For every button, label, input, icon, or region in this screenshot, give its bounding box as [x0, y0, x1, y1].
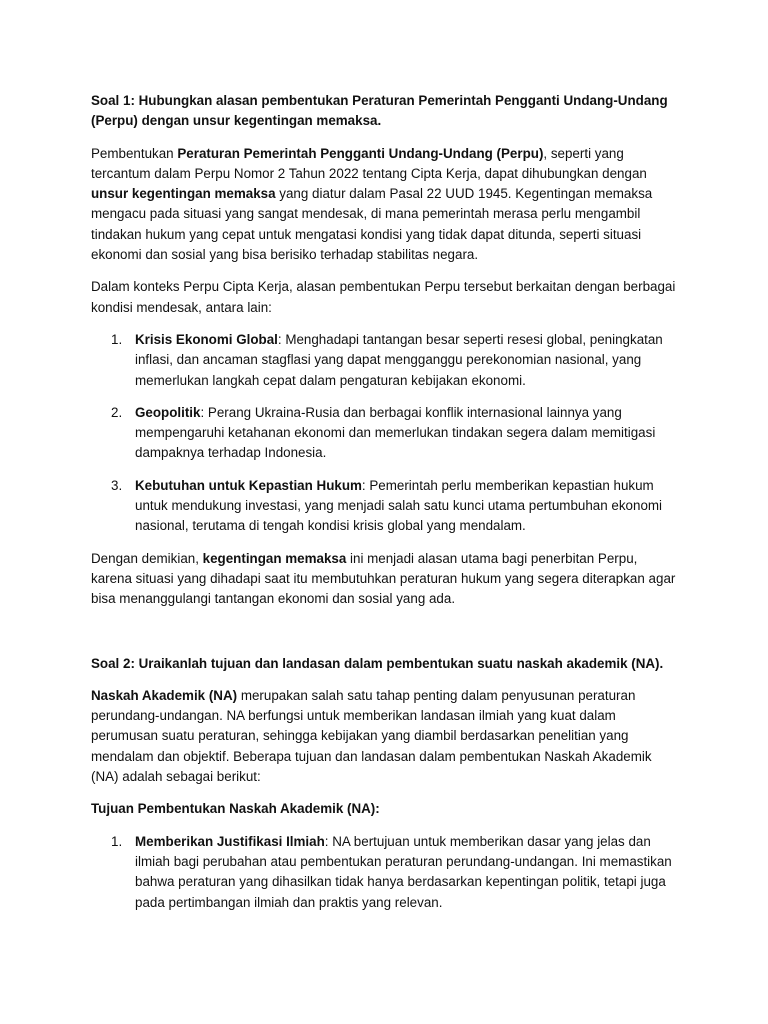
bold-term-perpu: Peraturan Pemerintah Pengganti Undang-Undang (Perpu): [177, 145, 544, 161]
text-segment: ini menjadi alasan utama bagi penerbitan Perpu, karena situasi yang dihadapi saat itu membutuhkan peraturan hukum yang segera diterapkan agar bisa menanggulangi tantangan ekonomi dan sosial yang ada.: [91, 550, 676, 607]
list-item: [91, 403, 681, 464]
list-item: [91, 330, 681, 391]
text-segment: merupakan salah satu tahap penting dalam penyusunan peraturan perundang-undangan. NA berfungsi untuk memberikan landasan ilmiah yang kuat dalam perumusan suatu peraturan, sehingga kebijakan yang diambil berdasarkan penelitian yang mendalam dan objektif. Beberapa tujuan dan landasan dalam pembentukan Naskah Akademik (NA) adalah sebagai berikut:: [91, 687, 652, 785]
list-item: [91, 476, 681, 537]
soal-2-question: Soal 2: Uraikanlah tujuan dan landasan dalam pembentukan suatu naskah akademik (NA).: [91, 655, 664, 671]
list-number: 1.: [111, 331, 123, 347]
text-segment: , seperti yang tercantum dalam Perpu Nomor 2 Tahun 2022 tentang Cipta Kerja, dapat dihubungkan dengan: [91, 145, 647, 181]
list-item-term: Memberikan Justifikasi Ilmiah: [135, 833, 325, 849]
list-number: 1.: [111, 833, 123, 849]
list-number: 2.: [111, 404, 123, 420]
document-page: [91, 91, 681, 925]
list-item: [91, 832, 681, 913]
list-item-term: Geopolitik: [135, 404, 201, 420]
soal-1-question: Soal 1: Hubungkan alasan pembentukan Peraturan Pemerintah Pengganti Undang-Undang (Perpu) dengan unsur kegentingan memaksa.: [91, 93, 668, 129]
text-segment: Pembentukan: [91, 145, 178, 161]
list-item-text: : Pemerintah perlu memberikan kepastian hukum untuk mendukung investasi, yang menjadi salah satu kunci utama pertumbuhan ekonomi nasional, terutama di tengah kondisi krisis global yang mendalam.: [135, 477, 663, 534]
list-number: 3.: [111, 477, 123, 493]
soal-2-list: [91, 832, 681, 913]
soal-1-paragraph-3: [91, 549, 681, 610]
soal-1-paragraph-2: Dalam konteks Perpu Cipta Kerja, alasan pembentukan Perpu tersebut berkaitan dengan berbagai kondisi mendesak, antara lain:: [91, 279, 676, 315]
bold-term-naskah-akademik: Naskah Akademik (NA): [91, 687, 238, 703]
text-segment: yang diatur dalam Pasal 22 UUD 1945. Kegentingan memaksa mengacu pada situasi yang sangat mendesak, di mana pemerintah merasa perlu mengambil tindakan hukum yang cepat untuk mengatasi kondisi yang tidak dapat ditunda, seperti situasi ekonomi dan sosial yang bisa berisiko terhadap stabilitas negara.: [91, 186, 653, 263]
soal-1-paragraph-1: [91, 144, 681, 266]
list-item-term: Krisis Ekonomi Global: [135, 331, 278, 347]
bold-term-kegentingan: unsur kegentingan memaksa: [91, 186, 276, 202]
bold-term-kegentingan: kegentingan memaksa: [202, 550, 347, 566]
soal-1-list: [91, 330, 681, 537]
text-segment: Dengan demikian,: [91, 550, 203, 566]
soal-2-paragraph-1: [91, 686, 681, 787]
section-spacer: [91, 622, 681, 654]
list-item-text: : Perang Ukraina-Rusia dan berbagai konflik internasional lainnya yang mempengaruhi ketahanan ekonomi dan memerlukan tindakan segera dalam memitigasi dampaknya terhadap Indonesia.: [135, 404, 656, 461]
list-item-text: : NA bertujuan untuk memberikan dasar yang jelas dan ilmiah bagi perubahan atau pembentukan peraturan perundang-undangan. Ini memastikan bahwa peraturan yang dihasilkan tidak hanya berdasarkan kepentingan politik, tetapi juga pada pertimbangan ilmiah dan praktis yang relevan.: [135, 833, 672, 910]
list-item-term: Kebutuhan untuk Kepastian Hukum: [135, 477, 362, 493]
list-item-text: : Menghadapi tantangan besar seperti resesi global, peningkatan inflasi, dan ancaman stagflasi yang dapat mengganggu perekonomian nasional, yang memerlukan langkah cepat dalam pengaturan kebijakan ekonomi.: [135, 331, 663, 388]
soal-2-subheading: Tujuan Pembentukan Naskah Akademik (NA):: [91, 801, 380, 817]
